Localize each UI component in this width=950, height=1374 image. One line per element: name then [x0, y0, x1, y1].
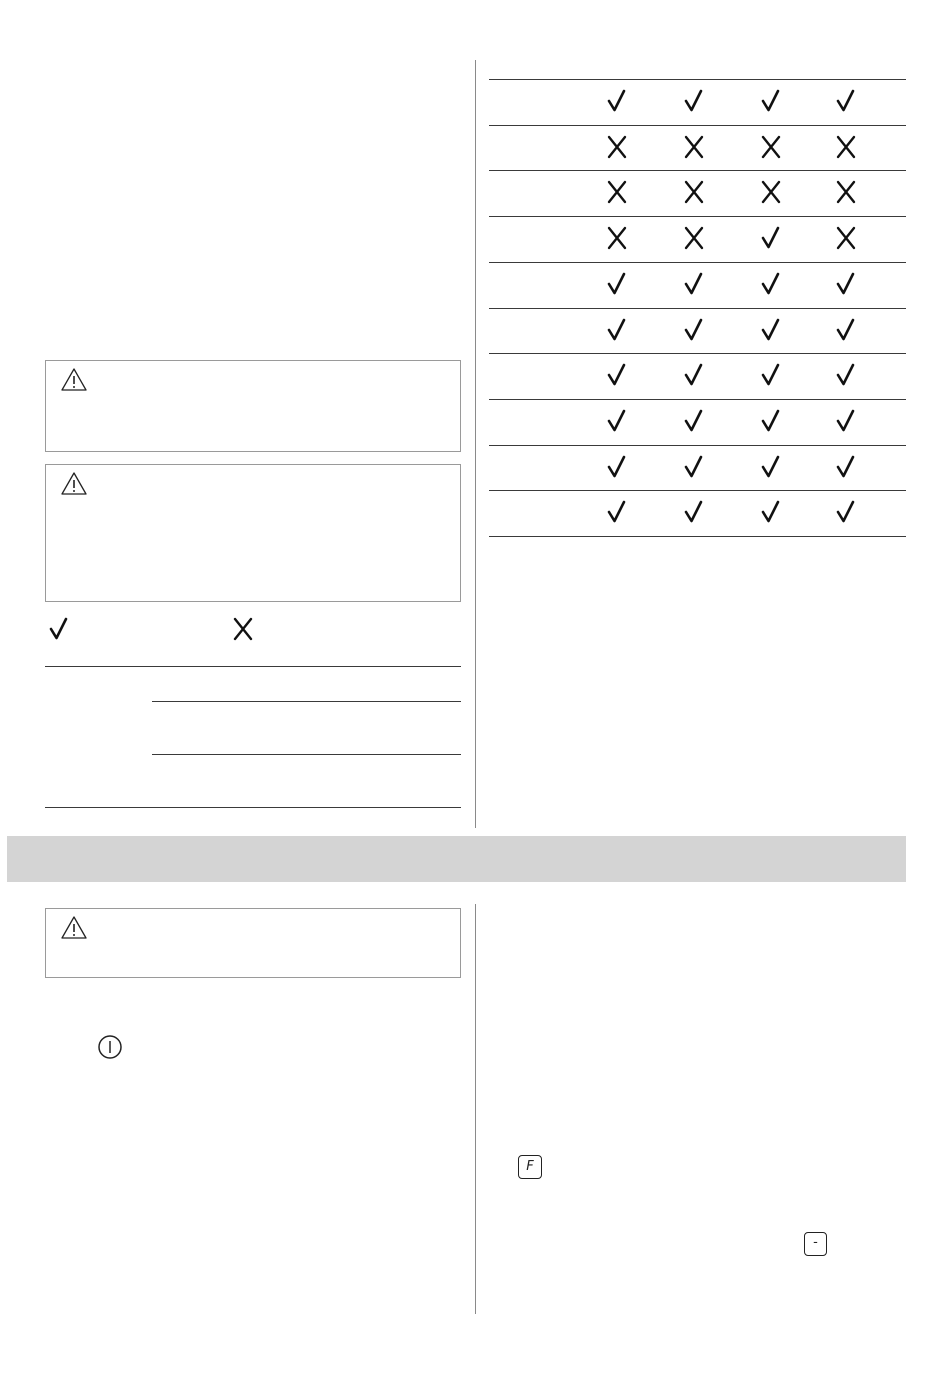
warning-box-3 — [45, 908, 461, 978]
table-row-rule — [489, 125, 906, 126]
check-mark-icon — [835, 317, 857, 343]
cross-mark-icon — [835, 134, 857, 160]
table-row-rule — [489, 170, 906, 171]
f-key-icon — [518, 1155, 542, 1179]
cross-mark-icon — [606, 179, 628, 205]
column-divider-bottom — [475, 904, 476, 1314]
table-row-rule — [489, 216, 906, 217]
check-mark-icon — [760, 225, 782, 251]
warning-box-2 — [45, 464, 461, 602]
check-mark-icon — [606, 88, 628, 114]
check-mark-icon — [683, 271, 705, 297]
column-divider-top — [475, 60, 476, 828]
legend-check-mark-icon — [48, 616, 70, 642]
compatibility-table — [489, 79, 906, 537]
cross-mark-icon — [760, 179, 782, 205]
cross-mark-icon — [683, 225, 705, 251]
check-mark-icon — [760, 454, 782, 480]
check-mark-icon — [606, 271, 628, 297]
warning-triangle-icon — [60, 367, 88, 393]
f-key-label: F — [526, 1159, 534, 1174]
check-mark-icon — [835, 499, 857, 525]
check-mark-icon — [606, 499, 628, 525]
cross-mark-icon — [835, 179, 857, 205]
table-row-rule — [489, 536, 906, 537]
check-mark-icon — [683, 499, 705, 525]
power-icon — [97, 1034, 123, 1060]
table-top-rule — [489, 79, 906, 80]
warning-triangle-icon — [60, 471, 88, 497]
cross-mark-icon — [835, 225, 857, 251]
table-row-rule — [489, 353, 906, 354]
check-mark-icon — [606, 408, 628, 434]
left-table-rule-bottom — [45, 807, 461, 808]
check-mark-icon — [683, 362, 705, 388]
warning-triangle-icon — [60, 915, 88, 941]
check-mark-icon — [760, 88, 782, 114]
cross-mark-icon — [683, 134, 705, 160]
cross-mark-icon — [760, 134, 782, 160]
cross-mark-icon — [606, 134, 628, 160]
table-row-rule — [489, 308, 906, 309]
check-mark-icon — [760, 317, 782, 343]
check-mark-icon — [760, 362, 782, 388]
left-table-rule-1 — [152, 701, 461, 702]
table-row-rule — [489, 262, 906, 263]
check-mark-icon — [683, 408, 705, 434]
warning-box-1 — [45, 360, 461, 452]
check-mark-icon — [760, 499, 782, 525]
check-mark-icon — [606, 362, 628, 388]
check-mark-icon — [760, 271, 782, 297]
left-table-rule-top — [45, 666, 461, 667]
check-mark-icon — [683, 317, 705, 343]
check-mark-icon — [683, 454, 705, 480]
left-table-rule-2 — [152, 754, 461, 755]
check-mark-icon — [835, 408, 857, 434]
cross-mark-icon — [683, 179, 705, 205]
check-mark-icon — [606, 317, 628, 343]
legend-cross-mark-icon — [232, 616, 254, 642]
minus-key-icon — [804, 1232, 827, 1256]
check-mark-icon — [835, 271, 857, 297]
check-mark-icon — [835, 454, 857, 480]
check-mark-icon — [835, 88, 857, 114]
table-row-rule — [489, 445, 906, 446]
cross-mark-icon — [606, 225, 628, 251]
check-mark-icon — [606, 454, 628, 480]
check-mark-icon — [683, 88, 705, 114]
table-row-rule — [489, 490, 906, 491]
check-mark-icon — [760, 408, 782, 434]
check-mark-icon — [835, 362, 857, 388]
minus-key-label: - — [813, 1235, 818, 1250]
table-row-rule — [489, 399, 906, 400]
section-header-band — [7, 836, 906, 882]
